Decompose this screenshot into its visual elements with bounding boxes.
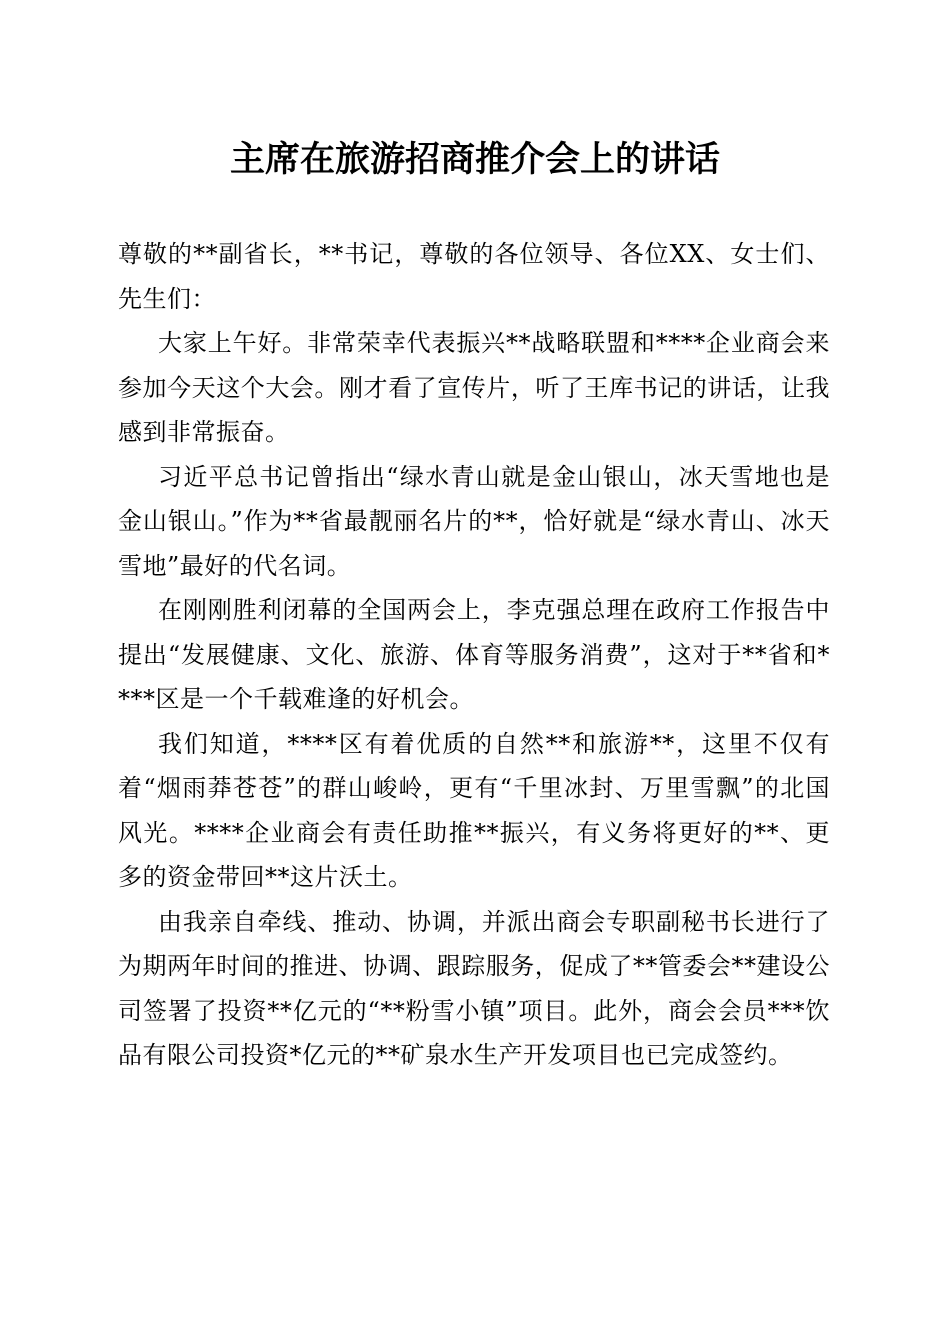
paragraph-4: 我们知道，****区有着优质的自然**和旅游**，这里不仅有着“烟雨莽苍苍”的群山峻岭，更有“千里冰封、万里雪飘”的北国风光。****企业商会有责任助推**振兴，有义务将更好的**、更多的资金带回**这片沃土。 bbox=[118, 729, 830, 891]
paragraph-1: 大家上午好。非常荣幸代表振兴**战略联盟和****企业商会来参加今天这个大会。刚才看了宣传片，听了王库书记的讲话，让我感到非常振奋。 bbox=[118, 329, 830, 446]
paragraph-3: 在刚刚胜利闭幕的全国两会上，李克强总理在政府工作报告中提出“发展健康、文化、旅游、体育等服务消费”，这对于**省和****区是一个千载难逢的好机会。 bbox=[118, 596, 830, 713]
paragraph-2: 习近平总书记曾指出“绿水青山就是金山银山，冰天雪地也是金山银山。”作为**省最靓丽名片的**，恰好就是“绿水青山、冰天雪地”最好的代名词。 bbox=[118, 462, 830, 580]
salutation: 尊敬的**副省长，**书记，尊敬的各位领导、各位XX、女士们、先生们： bbox=[118, 240, 830, 313]
paragraph-5: 由我亲自牵线、推动、协调，并派出商会专职副秘书长进行了为期两年时间的推进、协调、跟踪服务，促成了**管委会**建设公司签署了投资**亿元的“**粉雪小镇”项目。此外，商会会员***饮品有限公司投资*亿元的**矿泉水生产开发项目也已完成签约。 bbox=[118, 907, 830, 1069]
document-title: 主席在旅游招商推介会上的讲话 bbox=[229, 139, 720, 180]
document-body bbox=[118, 232, 830, 1078]
